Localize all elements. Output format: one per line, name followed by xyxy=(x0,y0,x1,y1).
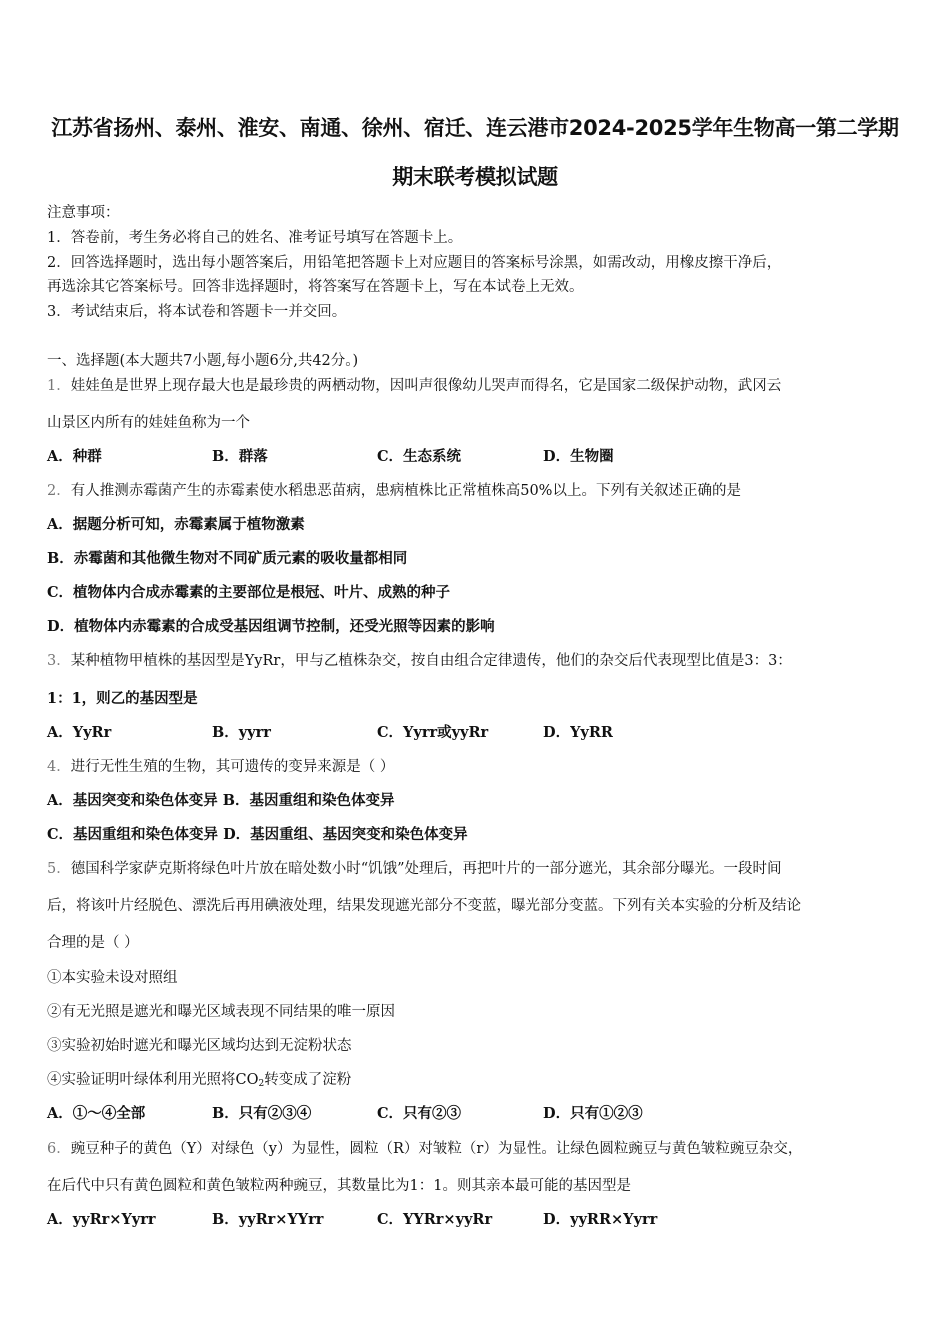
question-text: 豌豆种子的黄色（Y）对绿色（y）为显性，圆粒（R）对皱粒（r）为显性。让绿色圆粒豌豆与黄色皱粒豌豆杂交， xyxy=(70,1141,803,1157)
q2-option-b: B．赤霉菌和其他微生物对不同矿质元素的吸收量都相同 xyxy=(47,550,408,567)
notice-item-3: 3．考试结束后，将本试卷和答题卡一并交回。 xyxy=(47,304,347,320)
question-text: 某种植物甲植株的基因型是YyRr，甲与乙植株杂交，按自由组合定律遗传，他们的杂交后代表现型比值是3：3： xyxy=(70,653,792,669)
question-2 xyxy=(47,482,741,500)
q4-options-cd: C．基因重组和染色体变异 D．基因重组、基因突变和染色体变异 xyxy=(47,826,468,843)
question-4 xyxy=(47,758,394,776)
section-heading: 一、选择题(本大题共7小题,每小题6分,共42分。) xyxy=(47,353,359,369)
q3-option-d: D．YyRR xyxy=(543,724,613,741)
q5-statement-2: ②有无光照是遮光和曝光区域表现不同结果的唯一原因 xyxy=(47,1004,395,1020)
question-3-cont: 1：1，则乙的基因型是 xyxy=(47,690,198,707)
q5-option-a: A．①～④全部 xyxy=(47,1105,146,1122)
q6-option-c: C．YYRr×yyRr xyxy=(377,1211,493,1228)
question-number: 2． xyxy=(47,483,71,499)
q3-option-a: A．YyRr xyxy=(47,724,112,741)
q5-option-d: D．只有①②③ xyxy=(543,1105,643,1122)
q5-option-c: C．只有②③ xyxy=(377,1105,462,1122)
question-5-cont-2: 合理的是（ ） xyxy=(47,935,139,951)
document-title-line-2: 期末联考模拟试题 xyxy=(392,165,558,189)
q5-statement-4 xyxy=(47,1071,351,1093)
question-number: 3． xyxy=(47,653,71,669)
q5-statement-1: ①本实验未设对照组 xyxy=(47,970,178,986)
question-1-cont: 山景区内所有的娃娃鱼称为一个 xyxy=(47,415,250,431)
question-5-cont-1: 后，将该叶片经脱色、漂洗后再用碘液处理，结果发现遮光部分不变蓝，曝光部分变蓝。下列有关本实验的分析及结论 xyxy=(47,898,801,914)
q3-option-c: C．Yyrr或yyRr xyxy=(377,724,489,741)
q1-option-c: C．生态系统 xyxy=(377,448,462,465)
q3-option-b: B．yyrr xyxy=(212,724,271,741)
question-text: 德国科学家萨克斯将绿色叶片放在暗处数小时“饥饿”处理后，再把叶片的一部分遮光，其余部分曝光。一段时间 xyxy=(70,861,782,877)
question-5 xyxy=(47,860,782,878)
q5-option-b: B．只有②③④ xyxy=(212,1105,312,1122)
question-number: 4． xyxy=(47,759,71,775)
q5-statement-3: ③实验初始时遮光和曝光区域均达到无淀粉状态 xyxy=(47,1038,352,1054)
notice-heading: 注意事项： xyxy=(47,205,120,221)
question-text: 进行无性生殖的生物，其可遗传的变异来源是（ ） xyxy=(70,759,395,775)
q6-option-a: A．yyRr×Yyrr xyxy=(47,1211,156,1228)
notice-item-2: 2．回答选择题时，选出每小题答案后，用铅笔把答题卡上对应题目的答案标号涂黑，如需改动，用橡皮擦干净后， xyxy=(47,255,782,271)
q6-option-b: B．yyRr×YYrr xyxy=(212,1211,324,1228)
q6-option-d: D．yyRR×Yyrr xyxy=(543,1211,658,1228)
statement-text: ④实验证明叶绿体利用光照将CO xyxy=(47,1072,259,1088)
q4-options-ab: A．基因突变和染色体变异 B．基因重组和染色体变异 xyxy=(47,792,395,809)
q1-option-b: B．群落 xyxy=(212,448,268,465)
question-6 xyxy=(47,1140,802,1158)
q2-option-d: D．植物体内赤霉素的合成受基因组调节控制，还受光照等因素的影响 xyxy=(47,618,495,635)
question-text: 有人推测赤霉菌产生的赤霉素使水稻患恶苗病，患病植株比正常植株高50%以上。下列有关叙述正确的是 xyxy=(70,483,741,499)
subscript: 2 xyxy=(258,1079,265,1089)
notice-item-1: 1．答卷前，考生务必将自己的姓名、准考证号填写在答题卡上。 xyxy=(47,230,463,246)
q2-option-a: A．据题分析可知，赤霉素属于植物激素 xyxy=(47,516,305,533)
question-number: 6． xyxy=(47,1141,71,1157)
question-number: 1． xyxy=(47,378,71,394)
question-3 xyxy=(47,652,792,670)
document-title-line-1: 江苏省扬州、泰州、淮安、南通、徐州、宿迁、连云港市2024-2025学年生物高一第二学期 xyxy=(51,116,899,140)
question-1 xyxy=(47,377,781,395)
notice-item-2-cont: 再选涂其它答案标号。回答非选择题时，将答案写在答题卡上，写在本试卷上无效。 xyxy=(47,279,584,295)
statement-text: 转变成了淀粉 xyxy=(264,1072,352,1088)
question-text: 娃娃鱼是世界上现存最大也是最珍贵的两栖动物，因叫声很像幼儿哭声而得名，它是国家二级保护动物，武冈云 xyxy=(70,378,782,394)
q1-option-a: A．种群 xyxy=(47,448,102,465)
question-number: 5． xyxy=(47,861,71,877)
q1-option-d: D．生物圈 xyxy=(543,448,614,465)
q2-option-c: C．植物体内合成赤霉素的主要部位是根冠、叶片、成熟的种子 xyxy=(47,584,451,601)
question-6-cont: 在后代中只有黄色圆粒和黄色皱粒两种豌豆，其数量比为1：1。则其亲本最可能的基因型是 xyxy=(47,1178,631,1194)
